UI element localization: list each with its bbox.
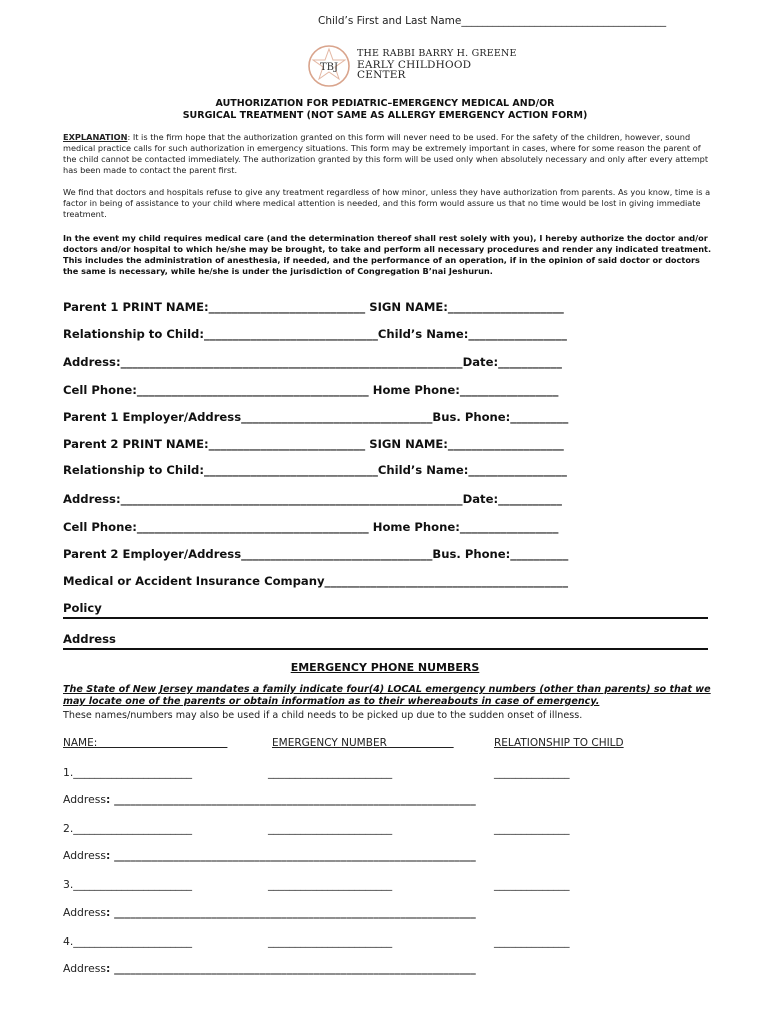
contact4-name-field[interactable]: 4.______________________	[63, 935, 193, 948]
address-label: Address	[63, 962, 106, 975]
column-header-relationship: RELATIONSHIP TO CHILD	[494, 737, 624, 749]
contact2-number-field[interactable]: _______________________	[268, 822, 393, 835]
school-name-line2: EARLY CHILDHOOD	[357, 58, 472, 71]
contact3-address-field[interactable]	[63, 906, 476, 919]
policy-paragraph: We find that doctors and hospitals refuse to give any treatment regardless of how minor, unless they have authorization from parents. As you know, time is a factor in being of assistance to your child where medical attention is needed, and this form would assure us that no time would be lost in giving immediate treatment.	[63, 187, 711, 219]
explanation-paragraph	[63, 132, 713, 176]
contact2-address-field[interactable]	[63, 849, 476, 862]
address-label: Address	[63, 793, 106, 806]
contact4-number-field[interactable]: _______________________	[268, 935, 393, 948]
contact4-address-field[interactable]	[63, 962, 476, 975]
parent1-employer-field[interactable]: Parent 1 Employer/Address_________________________________Bus. Phone:__________	[63, 410, 569, 424]
contact3-relationship-field[interactable]: ______________	[494, 878, 570, 891]
insurance-company-field[interactable]: Medical or Accident Insurance Company__________________________________________	[63, 574, 569, 588]
parent2-relationship-field[interactable]: Relationship to Child:______________________________Child’s Name:_________________	[63, 463, 567, 477]
authorization-paragraph: In the event my child requires medical care (and the determination thereof shall rest solely with you), I hereby authorize the doctor and/or doctors and/or hospital to which he/she may be brought, to take and perform all necessary procedures and render any indicated treatment. This includes the administration of anesthesia, if needed, and the performance of an operation, if in the opinion of said doctor or doctors the same is necessary, while he/she is under the jurisdiction of Congregation B’nai Jeshurun.	[63, 233, 712, 276]
contact2-relationship-field[interactable]: ______________	[494, 822, 570, 835]
parent2-employer-field[interactable]: Parent 2 Employer/Address_________________________________Bus. Phone:__________	[63, 547, 569, 561]
insurance-address-field[interactable]: Address	[63, 632, 708, 650]
form-title-line1: AUTHORIZATION FOR PEDIATRIC–EMERGENCY MEDICAL AND/OR	[215, 98, 555, 109]
contact1-name-field[interactable]: 1.______________________	[63, 766, 193, 779]
column-header-name: NAME:	[63, 737, 228, 749]
address-label: Address	[63, 849, 106, 862]
parent1-name-field[interactable]: Parent 1 PRINT NAME:___________________________ SIGN NAME:____________________	[63, 300, 564, 314]
contact1-number-field[interactable]: _______________________	[268, 766, 393, 779]
school-logo	[307, 44, 351, 88]
address-line: : ___________________________________________________________________	[106, 962, 476, 975]
column-header-number: EMERGENCY NUMBER	[272, 737, 454, 749]
school-name	[357, 49, 517, 81]
school-name-line3: CENTER	[357, 69, 406, 81]
policy-field[interactable]: Policy	[63, 601, 708, 619]
address-line: : ___________________________________________________________________	[106, 849, 476, 862]
logo-monogram: TBJ	[319, 62, 339, 73]
contact1-address-field[interactable]	[63, 793, 476, 806]
explanation-label: EXPLANATION	[63, 132, 128, 142]
contact4-relationship-field[interactable]: ______________	[494, 935, 570, 948]
parent2-name-field[interactable]: Parent 2 PRINT NAME:___________________________ SIGN NAME:____________________	[63, 437, 564, 451]
contact2-name-field[interactable]: 2.______________________	[63, 822, 193, 835]
address-line: : ___________________________________________________________________	[106, 793, 476, 806]
emergency-section-title: EMERGENCY PHONE NUMBERS	[290, 661, 480, 674]
parent1-phone-field[interactable]: Cell Phone:________________________________________ Home Phone:_________________	[63, 383, 559, 397]
contact3-number-field[interactable]: _______________________	[268, 878, 393, 891]
explanation-text: : It is the firm hope that the authorization granted on this form will never need to be used. For the safety of the children, however, sound medical practice calls for such authorization in emergency situations. This form may be extremely important in cases, where for some reason the parent of the child cannot be contacted immediately. The authorization granted by this form will be used only when absolutely necessary and only after every attempt has been made to contact the parent first.	[63, 132, 709, 175]
contact1-relationship-field[interactable]: ______________	[494, 766, 570, 779]
form-title-line2: SURGICAL TREATMENT (NOT SAME AS ALLERGY EMERGENCY ACTION FORM)	[182, 110, 588, 121]
address-label: Address	[63, 906, 106, 919]
parent1-address-field[interactable]: Address:___________________________________________________________Date:___________	[63, 355, 562, 369]
parent2-phone-field[interactable]: Cell Phone:________________________________________ Home Phone:_________________	[63, 520, 559, 534]
address-line: : ___________________________________________________________________	[106, 906, 476, 919]
child-name-line: Child’s First and Last Name_______________________________________	[318, 15, 667, 27]
nj-mandate-text: The State of New Jersey mandates a family indicate four(4) LOCAL emergency numbers (other than parents) so that we may locate one of the parents or obtain information as to their whereabouts in case of emergency.	[63, 684, 711, 707]
pickup-note: These names/numbers may also be used if a child needs to be picked up due to the sudden onset of illness.	[63, 710, 583, 721]
contact3-name-field[interactable]: 3.______________________	[63, 878, 193, 891]
parent2-address-field[interactable]: Address:___________________________________________________________Date:___________	[63, 492, 562, 506]
school-name-line1: THE RABBI BARRY H. GREENE	[357, 48, 517, 59]
parent1-relationship-field[interactable]: Relationship to Child:______________________________Child’s Name:_________________	[63, 327, 567, 341]
